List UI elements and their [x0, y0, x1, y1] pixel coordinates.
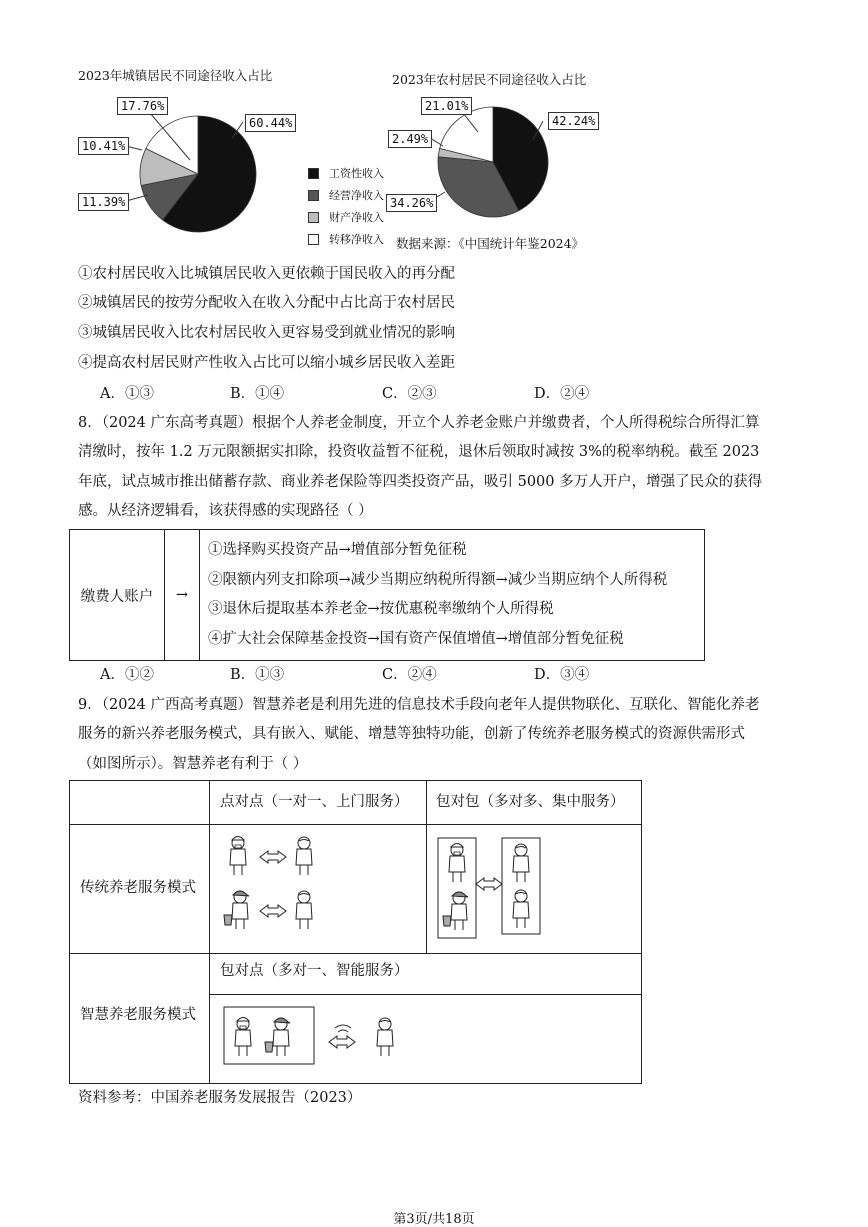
q8-option-b[interactable]: B．①③ — [230, 667, 285, 683]
q8-table-left: 缴费人账户 — [70, 530, 165, 661]
worker-figure — [224, 891, 249, 929]
q8-stem-line-3: 年底，试点城市推出储蓄存款、商业养老保险等四类投资产品，吸引 5000 多万人开户，增强了民众的获得 — [78, 474, 763, 490]
q7-option-c[interactable]: C．②③ — [382, 386, 437, 402]
double-arrow-icon — [476, 878, 502, 890]
q8-option-a[interactable]: A．①② — [100, 667, 154, 683]
q7-statement-1: ①农村居民收入比城镇居民收入更依赖于国民收入的再分配 — [78, 266, 455, 282]
q8-item-2: ②限额内列支扣除项→减少当期应纳税所得额→减少当期应纳个人所得税 — [208, 571, 668, 588]
nurse-figure — [230, 837, 246, 876]
q9-col1-header: 点对点（一对一、上门服务） — [220, 794, 409, 810]
q9-stem-line-2: 服务的新兴养老服务模式，具有嵌入、赋能、增慧等独特功能，创新了传统养老服务模式的资源供需形式 — [78, 726, 745, 742]
q8-item-3: ③退休后提取基本养老金→按优惠税率缴纳个人所得税 — [208, 601, 554, 617]
q8-stem-line-2: 清缴时，按年 1.2 万元限额据实扣除，投资收益暂不征税，退休后领取时减按 3%的税率纳税。截至 2023 — [78, 444, 760, 460]
elder-figure — [377, 1018, 393, 1056]
q8-item-4: ④扩大社会保障基金投资→国有资产保值增值→增值部分暂免征税 — [208, 630, 624, 647]
q7-option-d[interactable]: D．②④ — [534, 386, 590, 402]
rural-label-property: 2.49% — [388, 130, 432, 148]
legend-item-business: 经营净收入 — [308, 184, 384, 206]
chart-source: 数据来源：《中国统计年鉴2024》 — [396, 236, 585, 251]
q8-item-1: ①选择购买投资产品→增值部分暂免征税 — [208, 542, 467, 558]
q8-stem-line-1: 8．（2024 广东高考真题）根据个人养老金制度，开立个人养老金账户并缴费者，个人所得税综合所得汇算 — [78, 415, 760, 431]
rural-chart-title: 2023年农村居民不同途径收入占比 — [392, 72, 587, 87]
q7-statement-2: ②城镇居民的按劳分配收入在收入分配中占比高于农村居民 — [78, 295, 455, 311]
q7-options — [100, 382, 660, 404]
package-to-package-illustration — [437, 836, 547, 941]
q8-option-c[interactable]: C．②④ — [382, 667, 437, 683]
q8-option-d[interactable]: D．③④ — [534, 667, 590, 683]
urban-label-wage: 60.44% — [245, 114, 296, 132]
urban-chart-title: 2023年城镇居民不同途径收入占比 — [78, 68, 273, 83]
legend-item-wage: 工资性收入 — [308, 162, 384, 184]
q9-row2-header: 智慧养老服务模式 — [80, 1007, 196, 1023]
q9-stem-line-1: 9．（2024 广西高考真题）智慧养老是利用先进的信息技术手段向老年人提供物联化、互联化、智能化养老 — [78, 697, 760, 713]
q9-row2-subheader: 包对点（多对一、智能服务） — [220, 963, 409, 979]
urban-label-business: 11.39% — [78, 193, 129, 211]
q9-source: 资料参考：中国养老服务发展报告（2023） — [78, 1090, 362, 1106]
q8-path-table — [69, 529, 705, 661]
q8-table-arrow: → — [165, 530, 200, 661]
rural-label-business: 34.26% — [386, 194, 437, 212]
q7-statement-3: ③城镇居民收入比农村居民收入更容易受到就业情况的影响 — [78, 325, 455, 341]
double-arrow-icon — [260, 905, 286, 917]
worker-figure — [443, 892, 468, 930]
q7-statement-4: ④提高农村居民财产性收入占比可以缩小城乡居民收入差距 — [78, 355, 455, 371]
package-to-point-illustration — [223, 1006, 413, 1066]
rural-label-wage: 42.24% — [548, 112, 599, 130]
nurse-figure — [235, 1018, 251, 1057]
legend-item-transfer: 转移净收入 — [308, 228, 384, 250]
q9-table — [69, 780, 642, 1084]
elder-figure — [513, 844, 529, 882]
urban-label-transfer: 17.76% — [117, 97, 168, 115]
q8-options — [100, 663, 660, 685]
rural-label-transfer: 21.01% — [421, 97, 472, 115]
elder-figure — [513, 890, 529, 928]
point-to-point-illustration — [218, 831, 328, 949]
elder-figure — [296, 837, 312, 875]
wifi-icon — [335, 1025, 351, 1032]
q9-row1-header: 传统养老服务模式 — [80, 880, 196, 896]
pie-legend — [308, 162, 384, 250]
worker-figure — [265, 1018, 290, 1056]
q8-stem-line-4: 感。从经济逻辑看，该获得感的实现路径（ ） — [78, 503, 373, 519]
elder-figure — [296, 891, 312, 929]
double-arrow-icon — [329, 1036, 355, 1048]
legend-item-property: 财产净收入 — [308, 206, 384, 228]
q7-option-b[interactable]: B．①④ — [230, 386, 285, 402]
nurse-figure — [449, 844, 465, 883]
q7-option-a[interactable]: A．①③ — [100, 386, 154, 402]
pie-leader-lines — [0, 0, 868, 260]
q9-stem-line-3: （如图所示）。智慧养老有利于（ ） — [78, 756, 308, 772]
urban-label-property: 10.41% — [78, 137, 129, 155]
q8-table-items — [200, 530, 705, 661]
q9-col2-header: 包对包（多对多、集中服务） — [436, 794, 625, 810]
double-arrow-icon — [260, 851, 286, 863]
page-footer: 第3页/共18页 — [393, 1212, 475, 1227]
